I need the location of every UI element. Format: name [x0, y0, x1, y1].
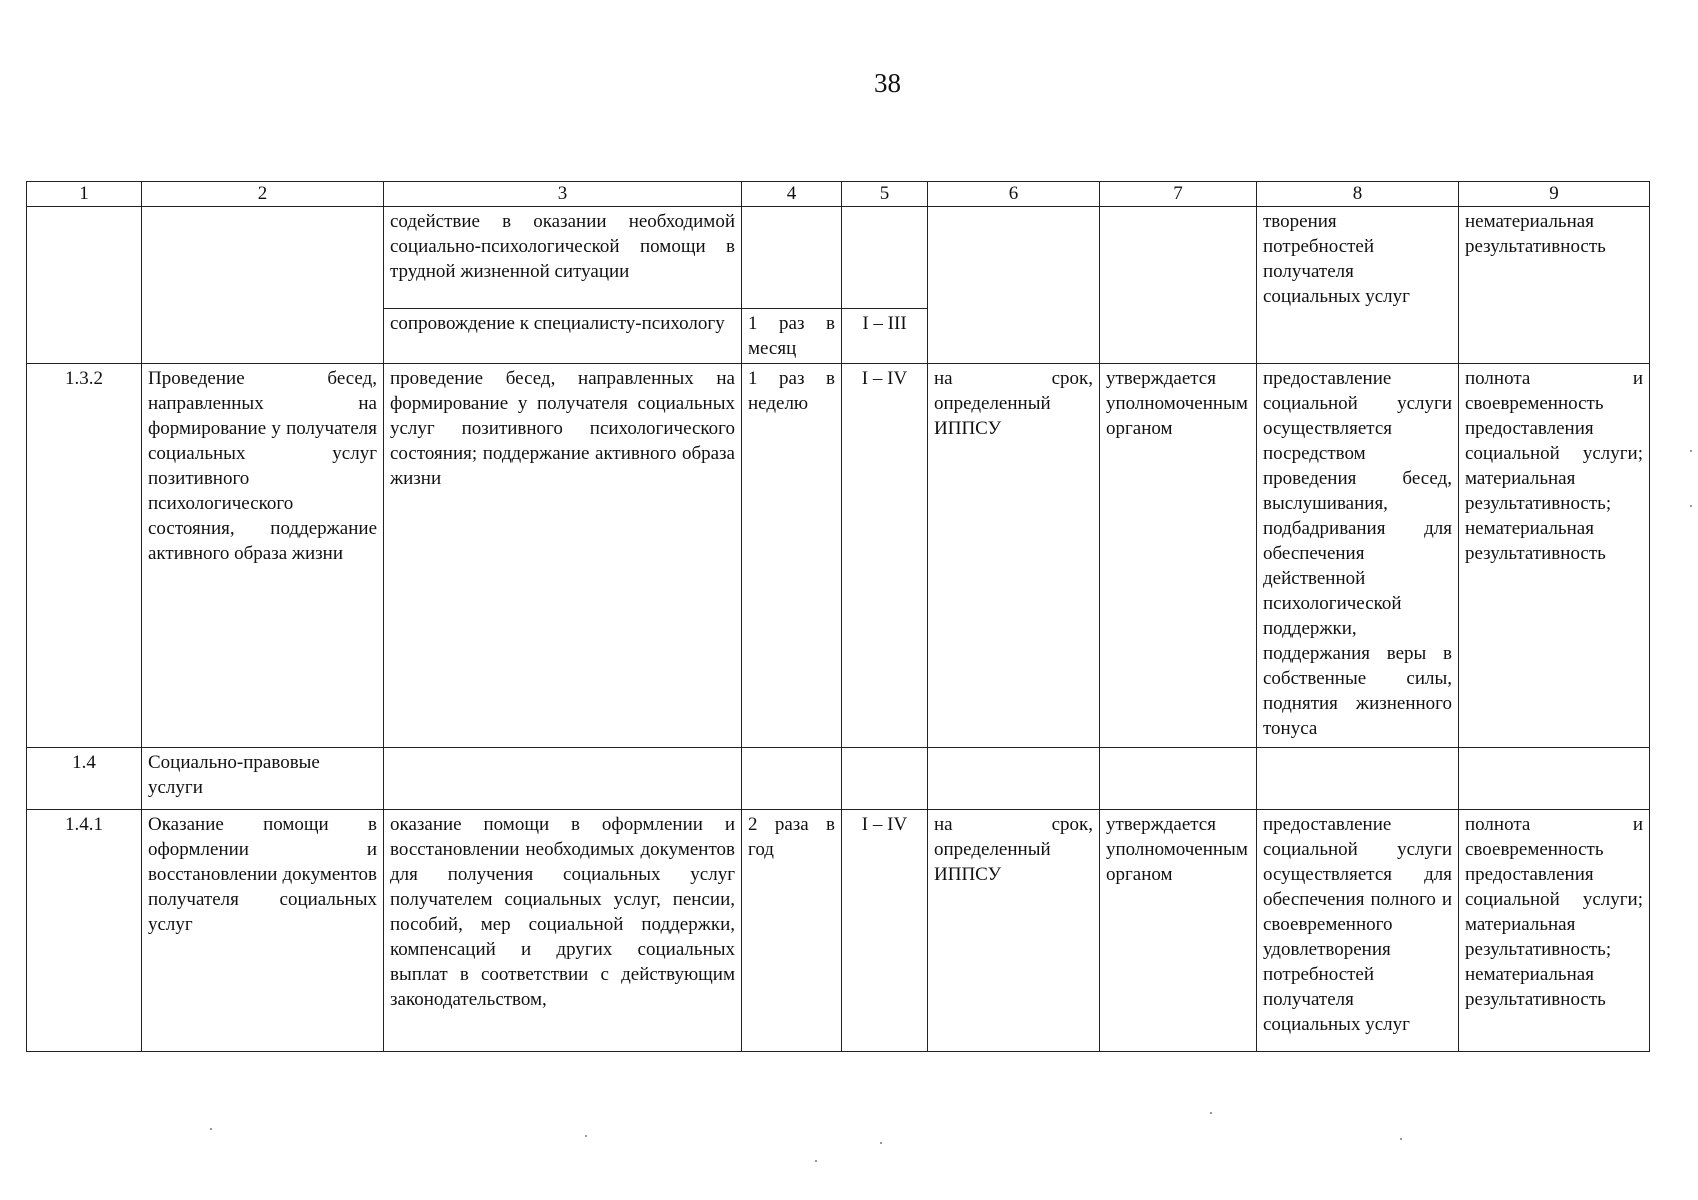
empty-cell: [928, 748, 1100, 810]
scan-speck: [210, 1128, 212, 1130]
continued-name-cell: [142, 207, 384, 364]
service-conditions: предоставление социальной услуги осуществляется посредством проведения бесед, выслушивания, подбадривания для обеспечения действенной психологической поддержки, поддержания веры в собственные силы, поднятия жизненного тонуса: [1257, 364, 1459, 748]
continued-quarter-1: [842, 207, 928, 309]
header-cell-6: 6: [928, 182, 1100, 207]
table-row: [27, 748, 1650, 810]
continued-evaluation: нематериальная результативность: [1459, 207, 1650, 364]
continued-quarter-2: I – III: [842, 309, 928, 364]
header-cell-5: 5: [842, 182, 928, 207]
empty-cell: [1100, 748, 1257, 810]
table-row: [27, 207, 1650, 309]
services-table: [26, 181, 1650, 1052]
service-name: Оказание помощи в оформлении и восстановлении документов получателя социальных услуг: [142, 810, 384, 1052]
empty-cell: [742, 748, 842, 810]
header-cell-1: 1: [27, 182, 142, 207]
page-number: 38: [874, 68, 901, 98]
service-evaluation: полнота и своевременность предоставления социальной услуги; материальная результативность; нематериальная результативность: [1459, 810, 1650, 1052]
scan-speck: [1210, 1112, 1212, 1114]
service-term: на срок, определенный ИППСУ: [928, 810, 1100, 1052]
service-quarter: I – IV: [842, 810, 928, 1052]
table-row: [27, 810, 1650, 1052]
empty-cell: [1257, 748, 1459, 810]
continued-frequency-2: 1 раз в месяц: [742, 309, 842, 364]
header-cell-7: 7: [1100, 182, 1257, 207]
service-frequency: 1 раз в неделю: [742, 364, 842, 748]
service-conditions: предоставление социальной услуги осуществляется для обеспечения полного и своевременного удовлетворения потребностей получателя социальных услуг: [1257, 810, 1459, 1052]
scan-speck: [1690, 450, 1692, 452]
continued-cost-cell: [1100, 207, 1257, 364]
service-content: проведение бесед, направленных на формирование у получателя социальных услуг позитивного психологического состояния; поддержание активного образа жизни: [384, 364, 742, 748]
header-cell-8: 8: [1257, 182, 1459, 207]
scan-speck: [815, 1160, 817, 1162]
header-cell-9: 9: [1459, 182, 1650, 207]
empty-cell: [842, 748, 928, 810]
service-cost: утверждается уполномоченным органом: [1100, 364, 1257, 748]
section-number: 1.4: [27, 748, 142, 810]
table-row: [27, 364, 1650, 748]
scan-speck: [880, 1142, 882, 1144]
continued-service-1: содействие в оказании необходимой социально-психологической помощи в трудной жизненной ситуации: [384, 207, 742, 309]
service-term: на срок, определенный ИППСУ: [928, 364, 1100, 748]
scan-speck: [1400, 1138, 1402, 1140]
continued-term-cell: [928, 207, 1100, 364]
scan-speck: [1690, 505, 1692, 507]
header-cell-4: 4: [742, 182, 842, 207]
continued-service-2: сопровождение к специалисту-психологу: [384, 309, 742, 364]
service-evaluation: полнота и своевременность предоставления социальной услуги; материальная результативность; нематериальная результативность: [1459, 364, 1650, 748]
empty-cell: [384, 748, 742, 810]
table-header-row: [27, 182, 1650, 207]
continued-number-cell: [27, 207, 142, 364]
empty-cell: [1459, 748, 1650, 810]
row-number: 1.3.2: [27, 364, 142, 748]
service-frequency: 2 раза в год: [742, 810, 842, 1052]
service-content: оказание помощи в оформлении и восстановлении необходимых документов для получения социальных услуг получателем социальных услуг, пенсии, пособий, мер социальной поддержки, компенсаций и других социальных выплат в соответствии с действующим законодательством,: [384, 810, 742, 1052]
scan-speck: [585, 1135, 587, 1137]
row-number: 1.4.1: [27, 810, 142, 1052]
service-quarter: I – IV: [842, 364, 928, 748]
continued-frequency-1: [742, 207, 842, 309]
continued-criteria: творения потребностей получателя социальных услуг: [1257, 207, 1459, 364]
service-name: Проведение бесед, направленных на формирование у получателя социальных услуг позитивного психологического состояния, поддержание активного образа жизни: [142, 364, 384, 748]
section-name: Социально-правовые услуги: [142, 748, 384, 810]
header-cell-3: 3: [384, 182, 742, 207]
header-cell-2: 2: [142, 182, 384, 207]
service-cost: утверждается уполномоченным органом: [1100, 810, 1257, 1052]
